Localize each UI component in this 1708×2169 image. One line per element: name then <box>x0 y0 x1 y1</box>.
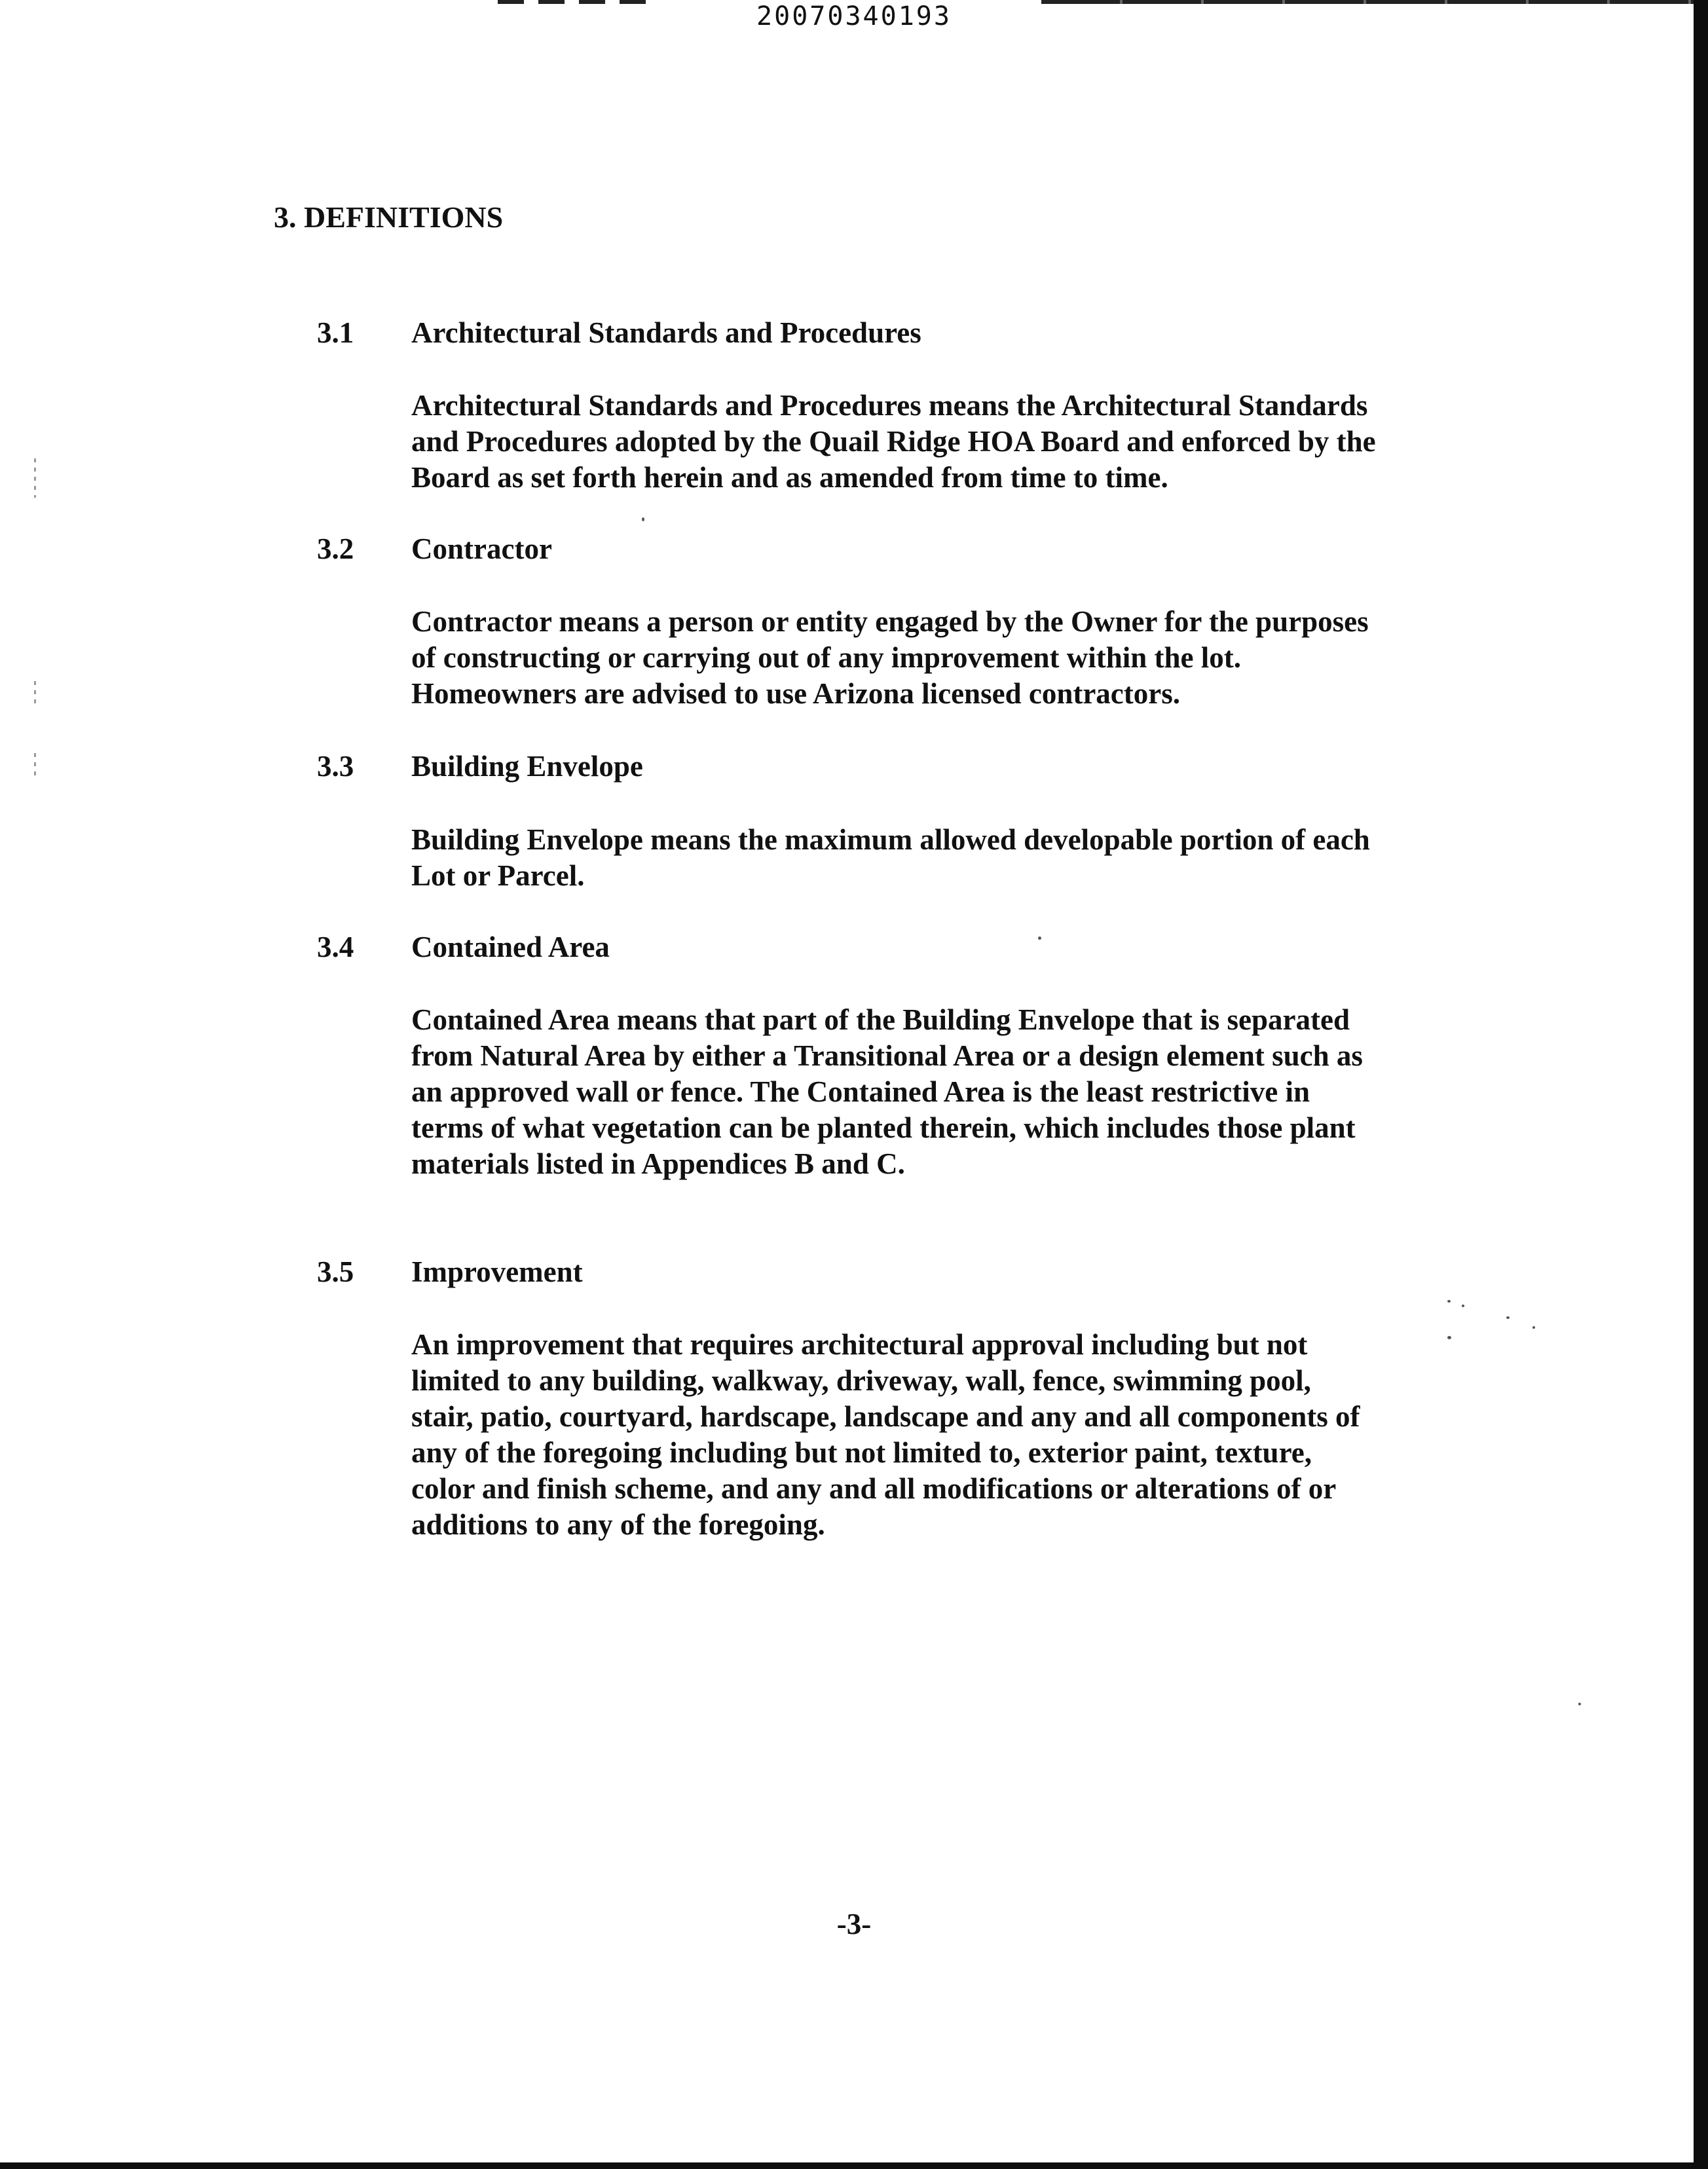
scan-speck <box>642 517 644 521</box>
scan-speck <box>1462 1305 1464 1307</box>
section-number: 3.4 <box>317 931 354 963</box>
scan-bottom-edge <box>0 2162 1708 2169</box>
scan-speck <box>1038 936 1041 940</box>
body-line: an approved wall or fence. The Contained Area is the least restrictive in <box>411 1075 1310 1108</box>
body-line: terms of what vegetation can be planted therein, which includes those plant <box>411 1111 1356 1144</box>
section-body <box>411 1002 1472 1182</box>
page-number: -3- <box>836 1908 872 1940</box>
body-line: any of the foregoing including but not limited to, exterior paint, texture, <box>411 1436 1312 1469</box>
body-line: and Procedures adopted by the Quail Ridge HOA Board and enforced by the <box>411 425 1376 458</box>
section-title: Architectural Standards and Procedures <box>411 316 921 349</box>
section-body <box>411 604 1472 712</box>
body-line: stair, patio, courtyard, hardscape, landscape and any and all components of <box>411 1400 1360 1433</box>
section-number: 3.1 <box>317 316 354 349</box>
body-line: additions to any of the foregoing. <box>411 1508 825 1541</box>
scan-right-edge <box>1694 0 1708 2169</box>
scan-speck <box>1447 1300 1451 1303</box>
body-line: limited to any building, walkway, driveway, wall, fence, swimming pool, <box>411 1364 1311 1397</box>
section-body <box>411 388 1472 496</box>
section-title: Building Envelope <box>411 750 643 783</box>
body-line: Architectural Standards and Procedures means the Architectural Standards <box>411 389 1368 422</box>
document-number: 20070340193 <box>756 1 952 31</box>
body-line: materials listed in Appendices B and C. <box>411 1147 905 1180</box>
body-line: Building Envelope means the maximum allowed developable portion of each <box>411 823 1370 856</box>
body-line: Lot or Parcel. <box>411 859 585 892</box>
section-title: Improvement <box>411 1255 583 1288</box>
scan-margin-mark <box>34 681 36 707</box>
scan-margin-mark <box>34 458 36 498</box>
section-number: 3.5 <box>317 1255 354 1288</box>
body-line: Board as set forth herein and as amended from time to time. <box>411 461 1168 494</box>
body-line: from Natural Area by either a Transitional Area or a design element such as <box>411 1039 1363 1072</box>
body-line: of constructing or carrying out of any improvement within the lot. <box>411 641 1241 674</box>
section-number: 3.2 <box>317 532 354 565</box>
body-line: color and finish scheme, and any and all modifications or alterations of or <box>411 1472 1337 1505</box>
body-line: An improvement that requires architectural approval including but not <box>411 1328 1308 1361</box>
scan-speck <box>1506 1316 1510 1319</box>
section-body <box>411 1327 1472 1543</box>
scan-margin-mark <box>34 753 36 779</box>
section-heading: 3. DEFINITIONS <box>274 200 504 234</box>
scan-speck <box>1532 1326 1535 1329</box>
body-line: Contained Area means that part of the Building Envelope that is separated <box>411 1003 1350 1036</box>
section-body <box>411 822 1472 894</box>
section-title: Contained Area <box>411 931 610 963</box>
body-line: Contractor means a person or entity engaged by the Owner for the purposes <box>411 605 1369 638</box>
section-title: Contractor <box>411 532 552 565</box>
body-line: Homeowners are advised to use Arizona licensed contractors. <box>411 677 1180 710</box>
scan-speck <box>1578 1703 1581 1705</box>
section-number: 3.3 <box>317 750 354 783</box>
